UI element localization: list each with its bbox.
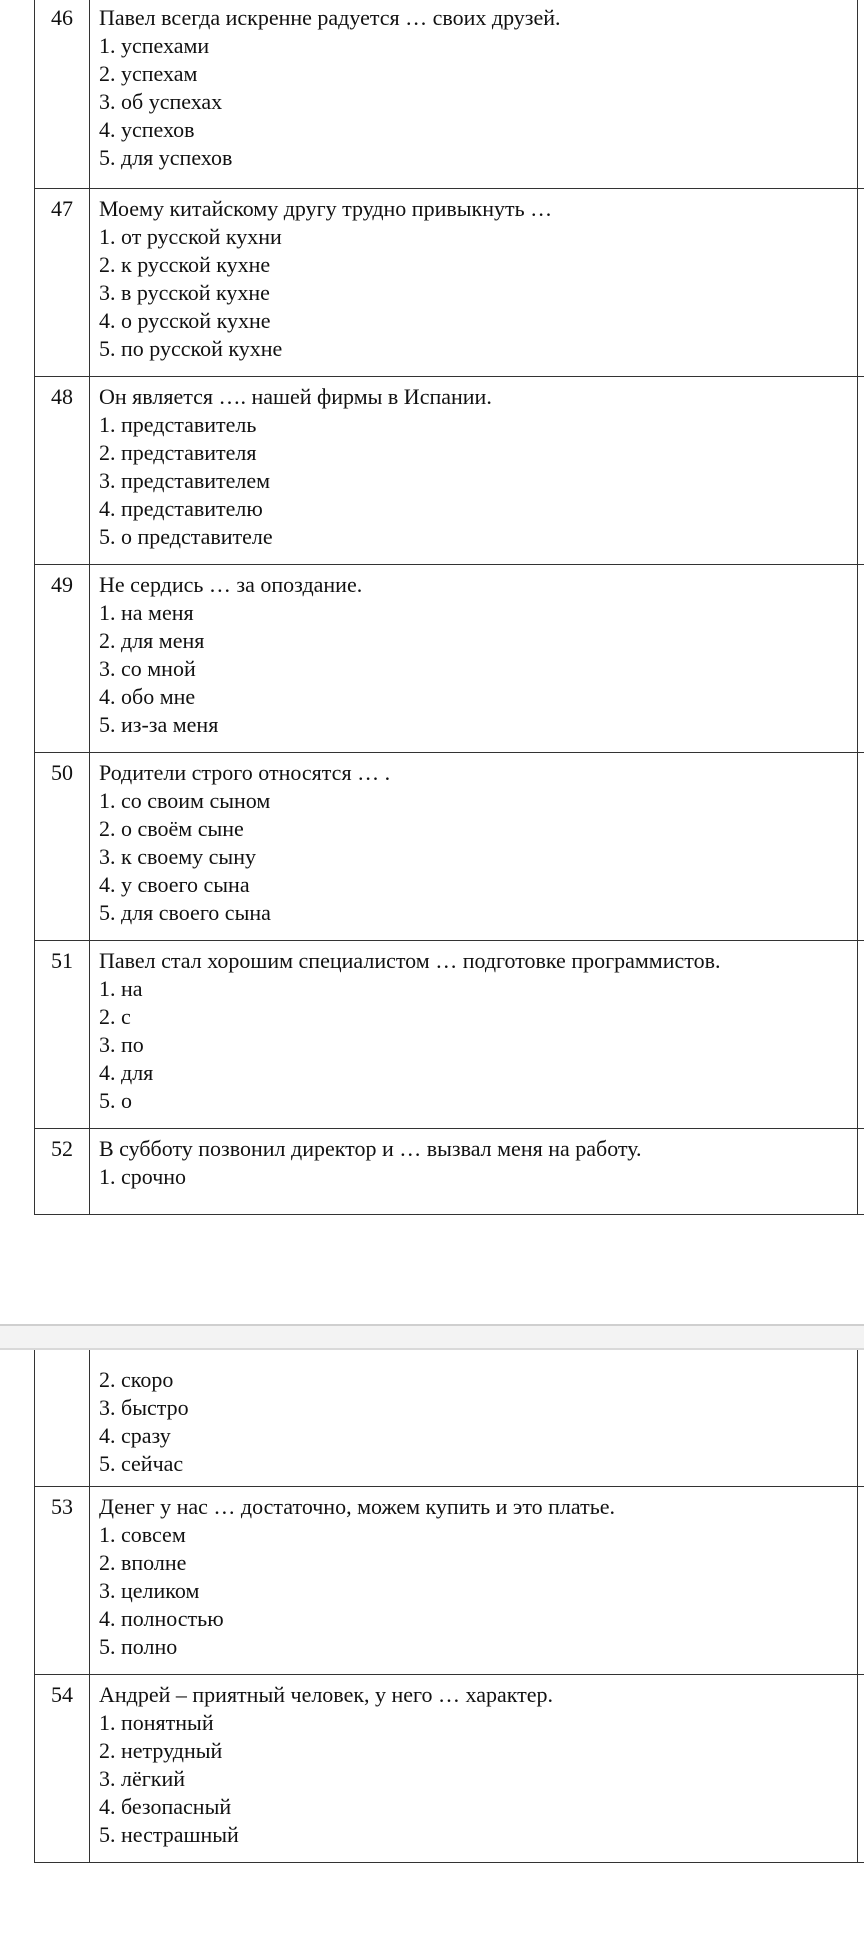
extra-cell [858, 1128, 864, 1214]
question-text: Моему китайскому другу трудно привыкнуть … [99, 195, 553, 221]
question-body [90, 0, 858, 188]
extra-cell [858, 752, 864, 940]
extra-cell [858, 376, 864, 564]
answer-option: 3. целиком [99, 1578, 200, 1603]
option: 4. сразу [99, 1423, 171, 1448]
extra-cell [858, 1487, 864, 1675]
answer-option: 1. совсем [99, 1522, 186, 1547]
answer-option: 3. к своему сыну [99, 843, 256, 869]
question-number-cell [35, 1350, 90, 1487]
extra-cell [858, 564, 864, 752]
question-number: 50 [35, 752, 90, 940]
answer-option: 3. лёгкий [99, 1766, 186, 1791]
answer-option: 5. по русской кухне [99, 335, 283, 361]
answer-option: 3. со мной [99, 655, 196, 681]
answer-option: 4. для [99, 1059, 154, 1085]
question-text: Павел стал хорошим специалистом … подготовке программистов. [99, 947, 721, 973]
question-text: Он является …. нашей фирмы в Испании. [99, 383, 492, 409]
question-body [90, 1128, 858, 1214]
question-row [35, 564, 864, 752]
answer-option: 5. для успехов [99, 145, 233, 170]
continuation-options-cell [90, 1350, 858, 1487]
answer-option: 2. нетрудный [99, 1738, 223, 1763]
answer-option: 2. к русской кухне [99, 251, 271, 277]
question-text: Андрей – приятный человек, у него … характер. [99, 1682, 554, 1707]
question-number: 46 [35, 0, 90, 188]
question-body [90, 564, 858, 752]
extra-cell [858, 188, 864, 376]
answer-option: 2. с [99, 1003, 131, 1029]
answer-option: 3. представителем [99, 467, 271, 493]
page-bottom [0, 1350, 864, 1948]
extra-cell [858, 0, 864, 188]
answer-option: 2. о своём сыне [99, 815, 244, 841]
question-row [35, 0, 864, 188]
question-body [90, 1487, 858, 1675]
question-number: 49 [35, 564, 90, 752]
answer-option: 1. понятный [99, 1710, 214, 1735]
question-body [90, 1675, 858, 1863]
answer-option: 5. для своего сына [99, 899, 271, 925]
answer-option: 1. со своим сыном [99, 787, 271, 813]
question-number: 48 [35, 376, 90, 564]
question-row [35, 1487, 864, 1675]
answer-option: 1. от русской кухни [99, 223, 282, 249]
continuation-row [35, 1350, 864, 1487]
question-text: Родители строго относятся … . [99, 759, 391, 785]
answer-option: 5. нестрашный [99, 1822, 239, 1847]
answer-option: 1. представитель [99, 411, 257, 437]
question-number: 51 [35, 940, 90, 1128]
answer-option: 4. полностью [99, 1606, 224, 1631]
question-number: 47 [35, 188, 90, 376]
question-row [35, 188, 864, 376]
answer-option: 2. для меня [99, 627, 205, 653]
question-number: 54 [35, 1675, 90, 1863]
question-text: В субботу позвонил директор и … вызвал меня на работу. [99, 1135, 642, 1161]
question-body [90, 188, 858, 376]
answer-option: 4. представителю [99, 495, 263, 521]
answer-option: 1. на [99, 975, 143, 1001]
question-text: Денег у нас … достаточно, можем купить и это платье. [99, 1494, 616, 1519]
answer-option: 3. об успехах [99, 89, 223, 114]
answer-option: 4. у своего сына [99, 871, 250, 897]
answer-option: 4. безопасный [99, 1794, 232, 1819]
question-row [35, 1675, 864, 1863]
answer-option: 5. из-за меня [99, 711, 219, 737]
extra-cell [858, 1675, 864, 1863]
answer-option: 4. успехов [99, 117, 195, 142]
answer-option: 1. срочно [99, 1163, 187, 1189]
question-row [35, 940, 864, 1128]
answer-option: 5. полно [99, 1634, 178, 1659]
answer-option: 4. о русской кухне [99, 307, 271, 333]
option: 5. сейчас [99, 1451, 184, 1476]
page-break-divider [0, 1324, 864, 1350]
question-row [35, 1128, 864, 1214]
answer-option: 2. успехам [99, 61, 198, 86]
answer-option: 3. в русской кухне [99, 279, 270, 305]
question-row [35, 376, 864, 564]
option: 2. скоро [99, 1367, 174, 1392]
answer-option: 4. обо мне [99, 683, 196, 709]
extra-cell [858, 1350, 864, 1487]
question-number: 52 [35, 1128, 90, 1214]
question-text: Павел всегда искренне радуется … своих друзей. [99, 5, 561, 30]
question-body [90, 752, 858, 940]
question-number: 53 [35, 1487, 90, 1675]
question-text: Не сердись … за опоздание. [99, 571, 363, 597]
question-table-bottom [34, 1350, 864, 1863]
question-row [35, 752, 864, 940]
answer-option: 2. вполне [99, 1550, 187, 1575]
option: 3. быстро [99, 1395, 189, 1420]
question-body [90, 376, 858, 564]
answer-option: 5. о представителе [99, 523, 273, 549]
extra-cell [858, 940, 864, 1128]
answer-option: 3. по [99, 1031, 144, 1057]
answer-option: 5. о [99, 1087, 132, 1113]
question-table-top [34, 0, 864, 1215]
answer-option: 1. на меня [99, 599, 194, 625]
answer-option: 1. успехами [99, 33, 210, 58]
question-body [90, 940, 858, 1128]
answer-option: 2. представителя [99, 439, 257, 465]
